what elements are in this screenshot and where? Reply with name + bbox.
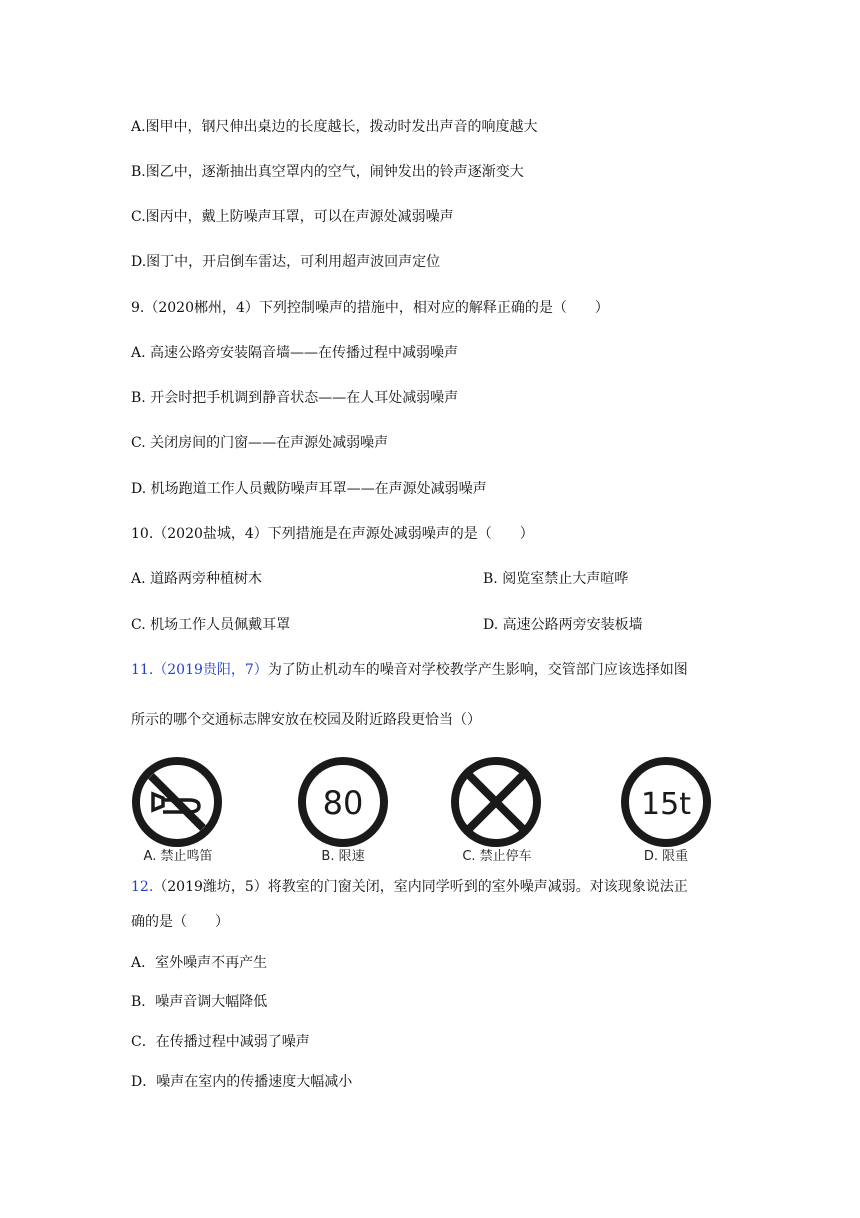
q12-stem-line1 [131,877,688,897]
q9-option-c: C. 关闭房间的门窗——在声源处减弱噪声 [131,435,389,451]
q8-option-a: A.图甲中，钢尺伸出桌边的长度越长，拨动时发出声音的响度越大 [131,119,538,135]
q12-option-b: B．噪声音调大幅降低 [131,994,268,1010]
sign-caption-d: D. 限重 [643,849,689,864]
q12-option-c: C．在传播过程中减弱了噪声 [131,1034,310,1050]
q8-option-c: C.图丙中，戴上防噪声耳罩，可以在声源处减弱噪声 [131,209,454,225]
speed-limit-value: 80 [322,784,364,822]
weight-limit-value: 15t [641,787,691,822]
q11-stem-line2: 所示的哪个交通标志牌安放在校园及附近路段更恰当（） [131,712,481,728]
q9-option-d: D. 机场跑道工作人员戴防噪声耳罩——在声源处减弱噪声 [131,481,487,497]
q12-number: 12. [131,879,154,895]
sign-caption-c: C. 禁止停车 [462,849,532,864]
q10-option-b: B. 阅览室禁止大声喧哗 [483,571,629,587]
weight-limit-sign-icon [620,756,712,848]
q11-source: 11.（2019贵阳，7） [131,662,268,678]
q9-option-b: B. 开会时把手机调到静音状态——在人耳处减弱噪声 [131,390,459,406]
no-parking-sign-icon [450,756,542,848]
q8-option-d: D.图丁中，开启倒车雷达，可利用超声波回声定位 [131,254,441,270]
q11-stem-line1 [131,660,688,680]
q12-option-a: A．室外噪声不再产生 [131,955,268,971]
q9-option-a: A. 高速公路旁安装隔音墙——在传播过程中减弱噪声 [131,345,459,361]
sign-caption-a: A. 禁止鸣笛 [143,849,213,864]
q12-stem-line2: 确的是（ ） [131,914,229,930]
q11-stem-text: 为了防止机动车的噪音对学校教学产生影响，交管部门应该选择如图 [267,662,688,678]
q12-option-d: D．噪声在室内的传播速度大幅减小 [131,1074,353,1090]
q8-option-b: B.图乙中，逐渐抽出真空罩内的空气，闹钟发出的铃声逐渐变大 [131,164,524,180]
q10-option-d: D. 高速公路两旁安装板墙 [483,617,643,633]
q10-option-c: C. 机场工作人员佩戴耳罩 [131,617,291,633]
speed-limit-sign-icon [297,756,389,848]
sign-caption-b: B. 限速 [321,849,365,864]
q12-stem-text: （2019潍坊，5）将教室的门窗关闭，室内同学听到的室外噪声减弱。对该现象说法正 [153,879,688,895]
q10-stem: 10.（2020盐城，4）下列措施是在声源处减弱噪声的是（ ） [131,526,534,542]
q9-stem: 9.（2020郴州，4）下列控制噪声的措施中，相对应的解释正确的是（ ） [131,300,609,316]
no-horn-sign-icon [131,756,223,848]
q10-option-a: A. 道路两旁种植树木 [131,571,263,587]
